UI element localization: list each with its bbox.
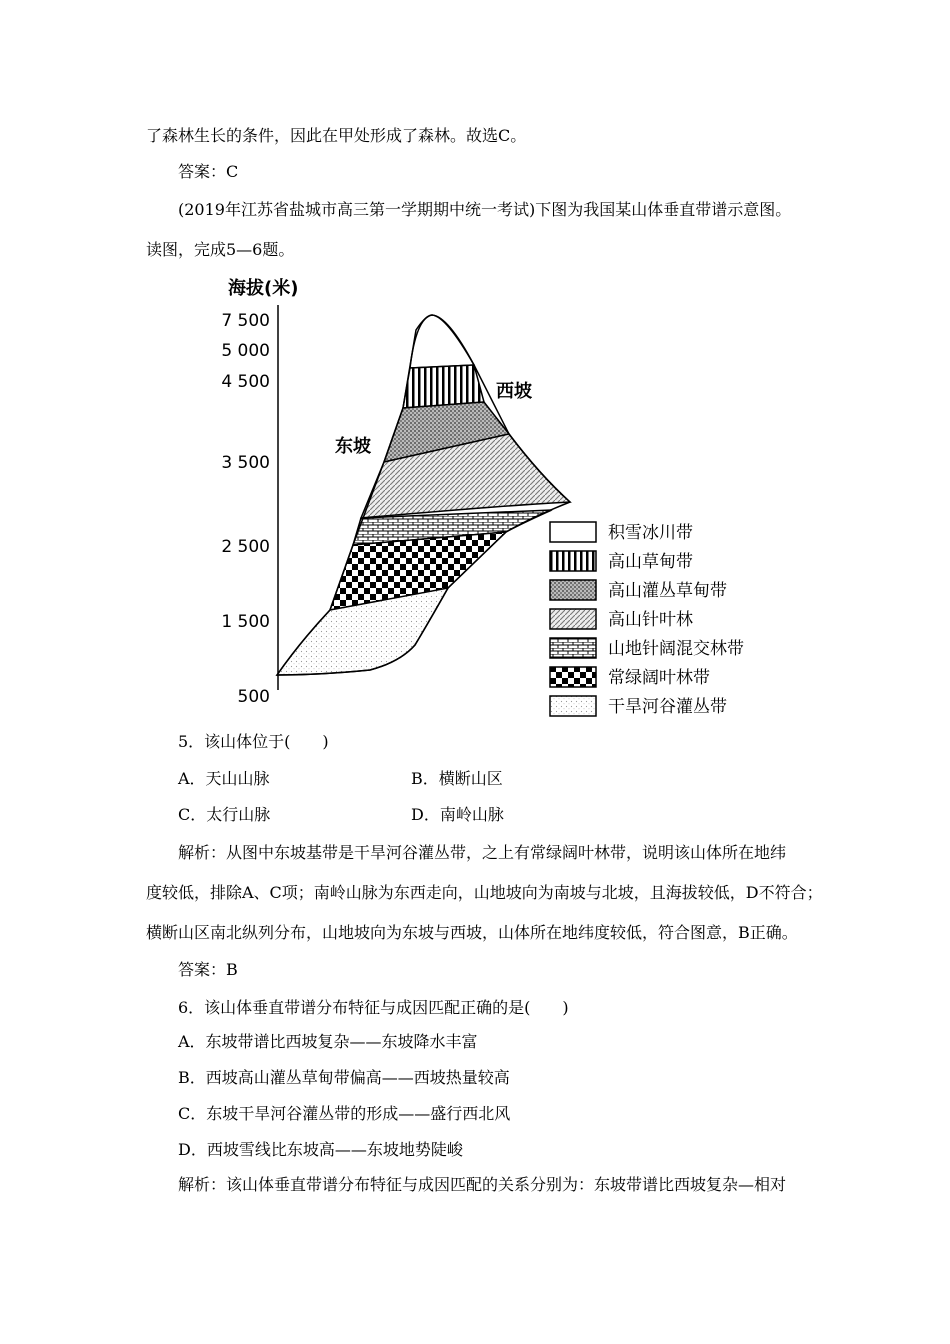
intro-line: (2019年江苏省盐城市高三第一学期期中统一考试)下图为我国某山体垂直带谱示意图。 [178, 200, 792, 219]
y-tick-label: 1 500 [221, 612, 270, 632]
legend-label: 高山草甸带 [608, 552, 693, 572]
option-6d: D．西坡雪线比东坡高——东坡地势陡峻 [178, 1140, 463, 1159]
y-tick-label: 3 500 [221, 453, 270, 473]
option-6b: B．西坡高山灌丛草甸带偏高——西坡热量较高 [178, 1068, 510, 1087]
legend-label: 高山灌丛草甸带 [608, 581, 727, 601]
y-tick-label: 4 500 [221, 372, 270, 392]
east-slope-label: 东坡 [335, 436, 371, 457]
legend [550, 522, 596, 716]
analysis-5-line: 横断山区南北纵列分布，山地坡向为东坡与西坡，山体所在地纬度较低，符合图意，B正确。 [146, 923, 798, 942]
y-axis-title: 海拔(米) [228, 278, 299, 299]
question-6-stem: 6．该山体垂直带谱分布特征与成因匹配正确的是( ) [178, 998, 569, 1017]
legend-labels [608, 523, 744, 717]
y-tick-label: 5 000 [221, 341, 270, 361]
legend-swatch-mixed-forest [550, 638, 596, 658]
legend-swatch-alpine-meadow [550, 551, 596, 571]
legend-label: 常绿阔叶林带 [608, 668, 710, 688]
legend-label: 高山针叶林 [608, 610, 693, 630]
zone-alpine-meadow [403, 365, 484, 408]
legend-swatch-dry-valley [550, 696, 596, 716]
option-6c: C．东坡干旱河谷灌丛带的形成——盛行西北风 [178, 1104, 511, 1123]
zone-snow-glacier [410, 315, 474, 368]
analysis-5-line: 度较低，排除A、C项；南岭山脉为东西走向，山地坡向为南坡与北坡，且海拔较低，D不符合； [146, 883, 823, 902]
option-6a: A．东坡带谱比西坡复杂——东坡降水丰富 [178, 1032, 478, 1051]
legend-swatch-alpine-conifer [550, 609, 596, 629]
option-5c: C．太行山脉 [178, 805, 271, 824]
option-5b: B．横断山区 [411, 769, 503, 788]
y-tick-label: 500 [237, 687, 270, 707]
question-5-stem: 5．该山体位于( ) [178, 732, 329, 751]
text-line: 了森林生长的条件，因此在甲处形成了森林。故选C。 [146, 126, 527, 145]
mountain [277, 315, 570, 675]
answer-5: 答案：B [178, 960, 238, 979]
analysis-6-line: 解析：该山体垂直带谱分布特征与成因匹配的关系分别为：东坡带谱比西坡复杂—相对 [178, 1175, 787, 1194]
legend-swatch-snow [550, 522, 596, 542]
option-5d: D．南岭山脉 [411, 805, 504, 824]
option-5a: A．天山山脉 [178, 769, 270, 788]
analysis-5-line: 解析：从图中东坡基带是干旱河谷灌丛带，之上有常绿阔叶林带，说明该山体所在地纬 [178, 843, 787, 862]
instruction-line: 读图，完成5—6题。 [146, 240, 295, 259]
legend-label: 山地针阔混交林带 [608, 639, 744, 659]
west-slope-label: 西坡 [496, 381, 532, 402]
y-tick-label: 7 500 [221, 311, 270, 331]
legend-swatch-evergreen [550, 667, 596, 687]
mountain-zonation-figure [190, 270, 790, 720]
answer-line: 答案：C [178, 162, 239, 181]
legend-label: 干旱河谷灌丛带 [608, 697, 727, 717]
legend-swatch-alpine-shrub-meadow [550, 580, 596, 600]
legend-label: 积雪冰川带 [608, 523, 693, 543]
y-tick-label: 2 500 [221, 537, 270, 557]
